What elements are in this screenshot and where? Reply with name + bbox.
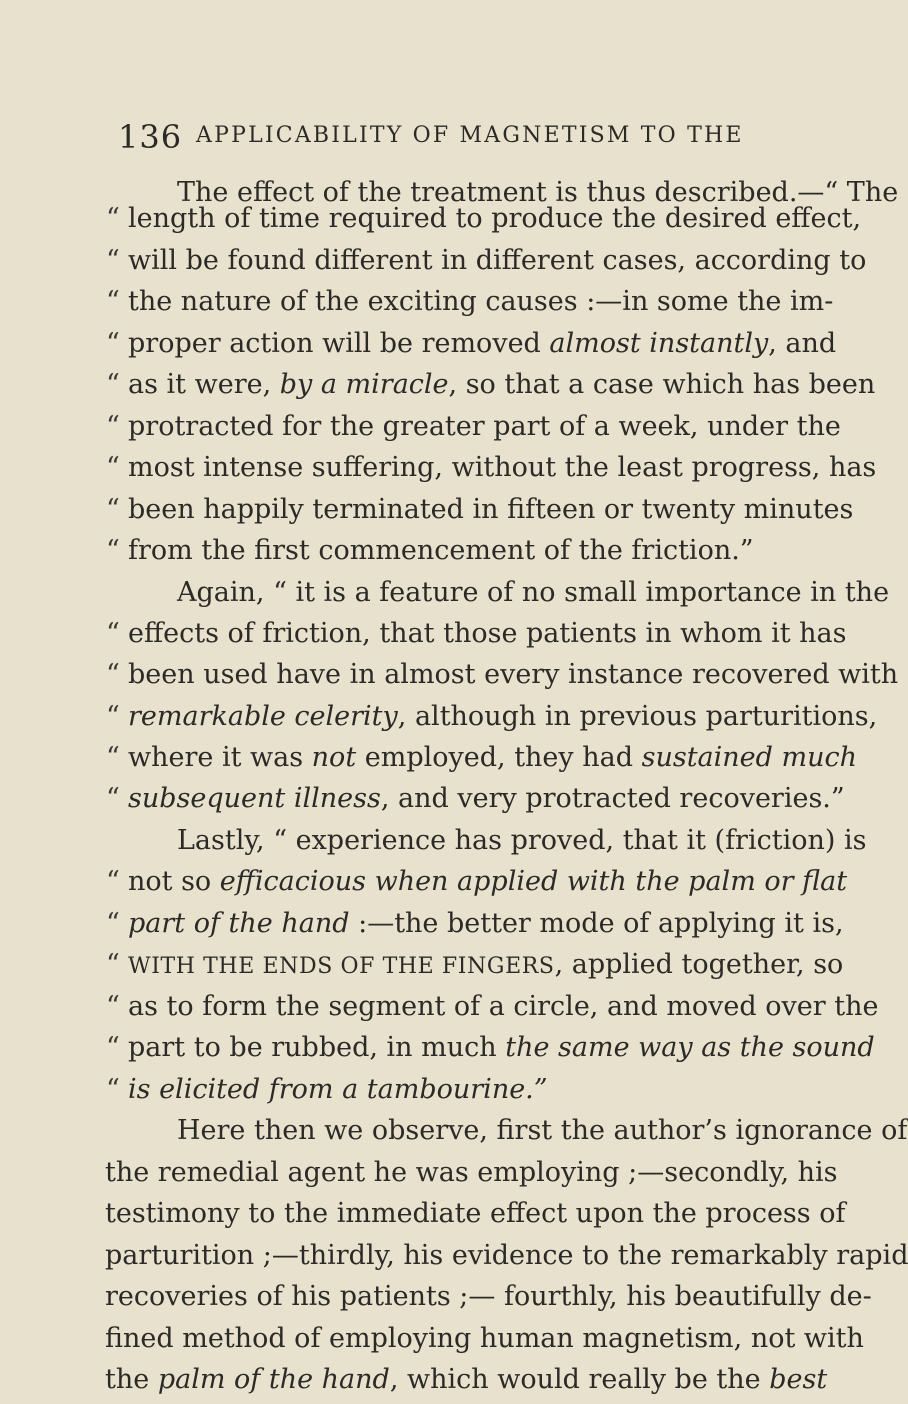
text-line: part of the hand :—the better mode of applying it is, — [128, 908, 844, 939]
quote-mark: “ — [106, 369, 120, 400]
text-line: The effect of the treatment is thus described.—“ The — [177, 177, 899, 208]
text-line: where it was not employed, they had sustained much — [128, 742, 858, 773]
text-line: part to be rubbed, in much the same way as the sound — [128, 1032, 875, 1063]
quote-mark: “ — [106, 659, 120, 690]
text-line: Lastly, “ experience has proved, that it (friction) is — [177, 825, 867, 856]
quote-mark: “ — [106, 908, 120, 939]
text-line: from the first commencement of the friction.” — [128, 535, 754, 566]
quote-mark: “ — [106, 1074, 120, 1105]
text-line: parturition ;—thirdly, his evidence to the remarkably rapid — [105, 1240, 908, 1271]
quote-mark: “ — [106, 701, 120, 732]
text-line: fined method of employing human magnetism, not with — [105, 1323, 864, 1354]
text-line: subsequent illness, and very protracted recoveries.” — [128, 783, 845, 814]
text-line: not so efficacious when applied with the palm or flat — [128, 866, 848, 897]
text-line: Again, “ it is a feature of no small importance in the — [177, 577, 890, 608]
quote-mark: “ — [106, 245, 120, 276]
text-line: the palm of the hand, which would really be the best — [105, 1364, 828, 1395]
quote-mark: “ — [106, 203, 120, 234]
text-line: effects of friction, that those patients in whom it has — [128, 618, 847, 649]
quote-mark: “ — [106, 783, 120, 814]
quote-mark: “ — [106, 535, 120, 566]
quote-mark: “ — [106, 742, 120, 773]
quote-mark: “ — [106, 328, 120, 359]
quote-mark: “ — [106, 991, 120, 1022]
page-number: 136 — [118, 118, 183, 156]
quote-mark: “ — [106, 949, 120, 980]
quote-mark: “ — [106, 1032, 120, 1063]
text-line: length of time required to produce the desired effect, — [128, 203, 862, 234]
text-line: recoveries of his patients ;— fourthly, his beautifully de- — [105, 1281, 872, 1312]
text-line: remarkable celerity, although in previous parturitions, — [128, 701, 878, 732]
text-line: proper action will be removed almost instantly, and — [128, 328, 837, 359]
text-line: Here then we observe, first the author’s ignorance of — [177, 1115, 908, 1146]
text-line: been used have in almost every instance recovered with — [128, 659, 899, 690]
quote-mark: “ — [106, 286, 120, 317]
text-line: will be found different in different cases, according to — [128, 245, 867, 276]
quote-mark: “ — [106, 618, 120, 649]
text-line: been happily terminated in fifteen or twenty minutes — [128, 494, 854, 525]
text-line: protracted for the greater part of a week, under the — [128, 411, 841, 442]
text-line: most intense suffering, without the least progress, has — [128, 452, 877, 483]
quote-mark: “ — [106, 494, 120, 525]
page-header — [118, 118, 760, 158]
quote-mark: “ — [106, 866, 120, 897]
quote-mark: “ — [106, 452, 120, 483]
running-title: APPLICABILITY OF MAGNETISM TO THE — [196, 123, 744, 148]
text-line: as to form the segment of a circle, and moved over the — [128, 991, 879, 1022]
text-line: testimony to the immediate effect upon the process of — [105, 1198, 846, 1229]
quote-mark: “ — [106, 411, 120, 442]
text-line: the nature of the exciting causes :—in some the im- — [128, 286, 834, 317]
text-line: is elicited from a tambourine.” — [128, 1074, 548, 1105]
text-line: the remedial agent he was employing ;—secondly, his — [105, 1157, 838, 1188]
text-line: as it were, by a miracle, so that a case which has been — [128, 369, 876, 400]
text-line: WITH THE ENDS OF THE FINGERS, applied together, so — [128, 949, 844, 980]
